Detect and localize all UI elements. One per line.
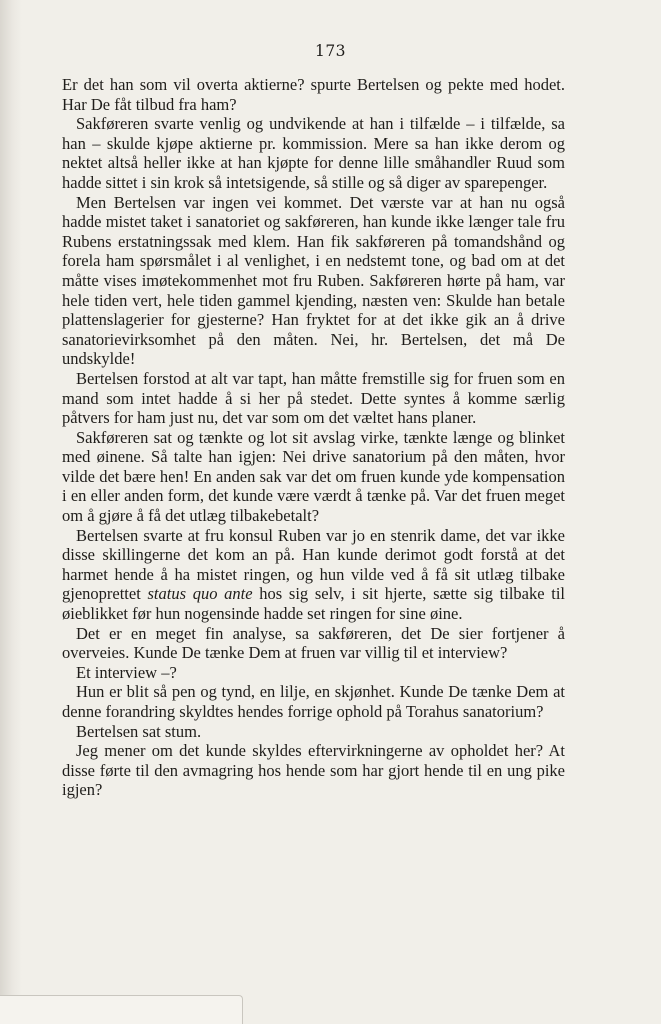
paragraph-9: Hun er blit så pen og tynd, en lilje, en skjønhet. Kunde De tænke Dem at denne forandring skyldtes hendes forrige ophold på Torahus sanatorium? xyxy=(62,682,565,721)
paragraph-11: Jeg mener om det kunde skyldes eftervirkningerne av opholdet her? At disse førte til den avmagring hos hende som har gjort hende til en ung pike igjen? xyxy=(62,741,565,800)
paragraph-6 xyxy=(62,526,565,624)
paragraph-3: Men Bertelsen var ingen vei kommet. Det værste var at han nu også hadde mistet taket i sanatoriet og sakføreren, han kunde ikke længer tale fru Rubens erstatningssak med klem. Han fik sakføreren på tomandshånd og forela ham spørsmålet i al venlighet, i en nedstemt tone, og bad om at det måtte vises imøtekommenhet mot fru Ruben. Sakføreren hørte på ham, var hele tiden vert, hele tiden gammel kjending, næsten ven: Skulde han betale plattenslagerier for gjesterne? Han fryktet for at det ikke gik an å drive sanatorievirksomhet på den måten. Nei, hr. Bertelsen, det må De undskylde! xyxy=(62,192,565,369)
paragraph-4: Bertelsen forstod at alt var tapt, han måtte fremstille sig for fruen som en mand som intet hadde å si her på stedet. Dette syntes å komme særlig påtvers for ham just nu, det var som om det væltet hans planer. xyxy=(62,368,565,428)
paragraph-6-text-b: hos sig selv, i sit hjerte, sætte sig tilbake til øieblikket før hun nogensinde hadde set ringen for sine øine. xyxy=(62,584,566,624)
page-number: 173 xyxy=(314,42,347,60)
paragraph-7: Det er en meget fin analyse, sa sakføreren, det De sier fortjener å overveies. Kunde De tænke Dem at fruen var villig til et interview? xyxy=(62,623,565,663)
bottom-tab-edge xyxy=(0,995,243,1024)
paragraph-2: Sakføreren svarte venlig og undvikende at han i tilfælde – i tilfælde, sa han – skulde kjøpe aktierne pr. kommission. Mere sa han ikke derom og nektet altså heller ikke at han kjøpte for denne lille småhandler Ruud som hadde sittet i sin krok så intetsigende, så stille og så diger av sparepenger. xyxy=(62,114,565,192)
paragraph-10: Bertelsen sat stum. xyxy=(76,721,202,741)
body-text xyxy=(62,75,565,800)
latin-phrase-ante: ante xyxy=(224,584,253,604)
page-binding-shadow xyxy=(0,0,22,1024)
latin-phrase-status-quo: status quo xyxy=(147,584,218,604)
paragraph-5: Sakføreren sat og tænkte og lot sit avslag virke, tænkte længe og blinket med øinene. Så talte han igjen: Nei drive sanatorium på den måten, hvor vilde det bære hen! En anden sak var det om fruen kunde yde kompensation i en eller anden form, det kunde være værdt å tænke på. Var det fruen meget om å gjøre å få det utlæg tilbakebetalt? xyxy=(62,427,565,526)
paragraph-1: Er det han som vil overta aktierne? spurte Bertelsen og pekte med hodet. Har De fåt tilbud fra ham? xyxy=(62,75,565,114)
paragraph-8: Et interview –? xyxy=(76,662,177,682)
paragraph-6-text-a: Bertelsen svarte at fru konsul Ruben var jo en stenrik dame, det var ikke disse skillingerne det kom an på. Han kunde derimot godt forstå at det harmet hende å ha mistet ringen, og hun vilde ved å få sit utlæg tilbake gjenoprettet xyxy=(62,525,565,604)
